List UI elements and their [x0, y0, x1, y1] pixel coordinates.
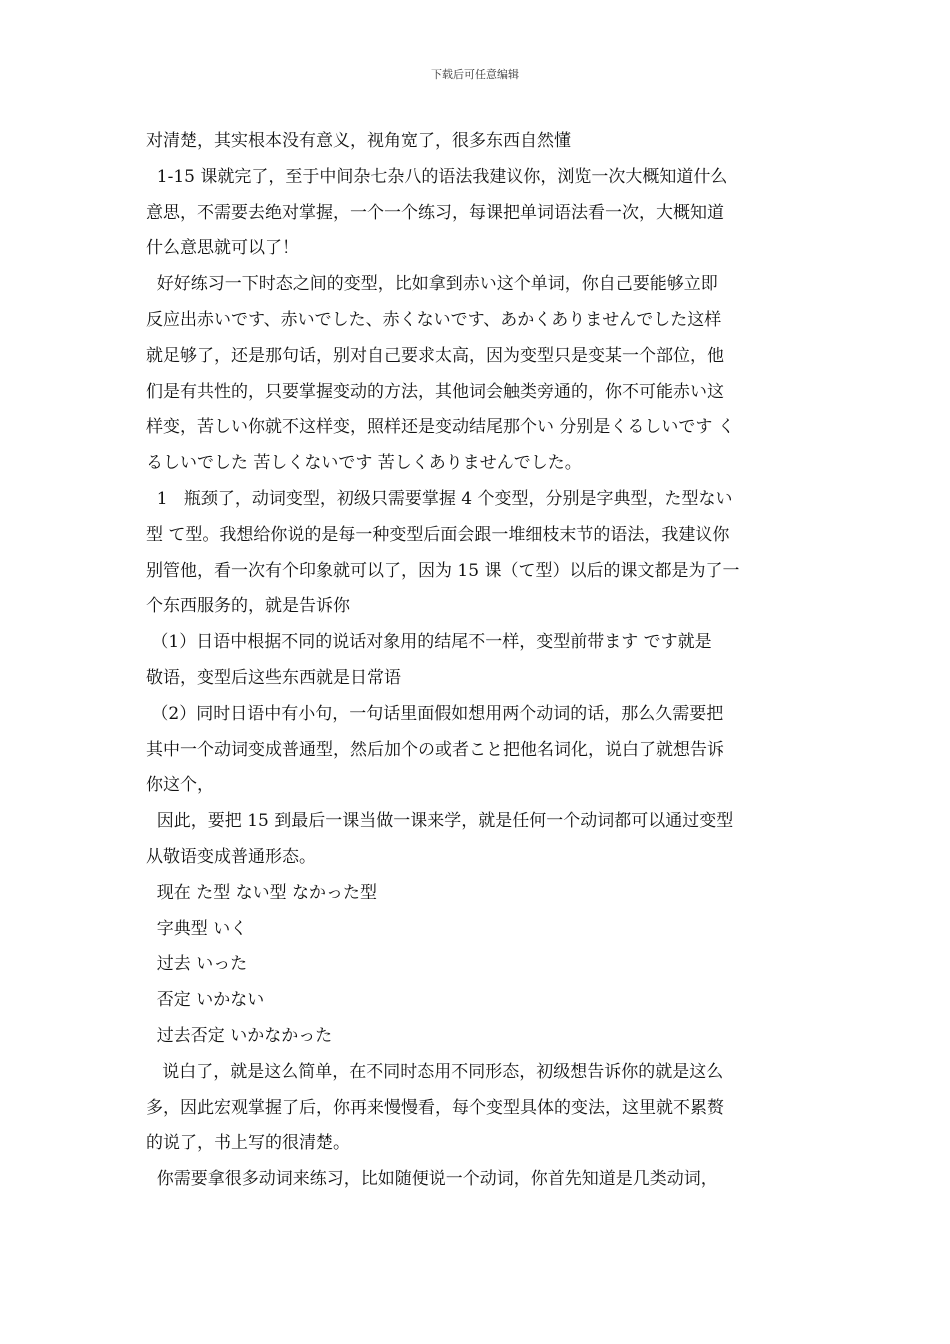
- text-line: 别管他，看一次有个印象就可以了，因为 15 课（て型）以后的课文都是为了一: [146, 560, 740, 581]
- text-line: 从敬语变成普通形态。: [146, 846, 316, 867]
- document-body: [146, 124, 808, 1198]
- text-line: 什么意思就可以了！: [146, 238, 299, 259]
- text-line: 多，因此宏观掌握了后，你再来慢慢看，每个变型具体的变法，这里就不累赘: [146, 1097, 724, 1118]
- text-line: 型 て型。我想给你说的是每一种变型后面会跟一堆细枝末节的语法，我建议你: [146, 524, 730, 545]
- text-line: 就足够了，还是那句话，别对自己要求太高，因为变型只是变某一个部位，他: [146, 345, 724, 366]
- text-line: 样变，苦しい你就不这样变，照样还是变动结尾那个い 分别是くるしいです く: [146, 417, 735, 438]
- text-line: 说白了，就是这么简单，在不同时态用不同形态，初级想告诉你的就是这么: [146, 1061, 724, 1082]
- text-line: （2）同时日语中有小句，一句话里面假如想用两个动词的话，那么久需要把: [146, 703, 724, 724]
- text-line: 其中一个动词变成普通型，然后加个の或者こと把他名词化，说白了就想告诉: [146, 739, 724, 760]
- text-line: 敬语，变型后这些东西就是日常语: [146, 667, 401, 688]
- text-line: 的说了，书上写的很清楚。: [146, 1133, 350, 1154]
- text-line: 1-15 课就完了，至于中间杂七杂八的语法我建议你，浏览一次大概知道什么: [146, 166, 728, 187]
- text-line: 你需要拿很多动词来练习，比如随便说一个动词，你首先知道是几类动词，: [146, 1169, 718, 1190]
- text-line: 个东西服务的，就是告诉你: [146, 596, 350, 617]
- text-line: 反应出赤いです、赤いでした、赤くないです、あかくありませんでした这样: [146, 309, 722, 330]
- text-line: 过去 いった: [146, 954, 248, 975]
- text-line: 们是有共性的，只要掌握变动的方法，其他词会触类旁通的，你不可能赤い这: [146, 381, 724, 402]
- text-line: 现在 た型 ない型 なかった型: [146, 882, 378, 903]
- text-line: るしいでした 苦しくないです 苦しくありませんでした。: [146, 453, 582, 474]
- text-line: （1）日语中根据不同的说话对象用的结尾不一样，变型前带ます です就是: [146, 632, 712, 653]
- text-line: 1 瓶颈了，动词变型，初级只需要掌握 4 个变型，分别是字典型，た型ない: [146, 488, 733, 509]
- text-line: 意思，不需要去绝对掌握，一个一个练习，每课把单词语法看一次，大概知道: [146, 202, 724, 223]
- text-line: 你这个，: [146, 775, 214, 796]
- text-line: 对清楚，其实根本没有意义，视角宽了，很多东西自然懂: [146, 131, 571, 151]
- text-line: 好好练习一下时态之间的变型，比如拿到赤い这个单词，你自己要能够立即: [146, 274, 718, 295]
- text-line: 因此，要把 15 到最后一课当做一课来学，就是任何一个动词都可以通过变型: [146, 811, 734, 832]
- page-header: 下载后可任意编辑: [431, 68, 519, 81]
- text-line: 过去否定 いかなかった: [146, 1025, 333, 1046]
- text-line: 字典型 いく: [146, 918, 248, 939]
- text-line: 否定 いかない: [146, 990, 265, 1011]
